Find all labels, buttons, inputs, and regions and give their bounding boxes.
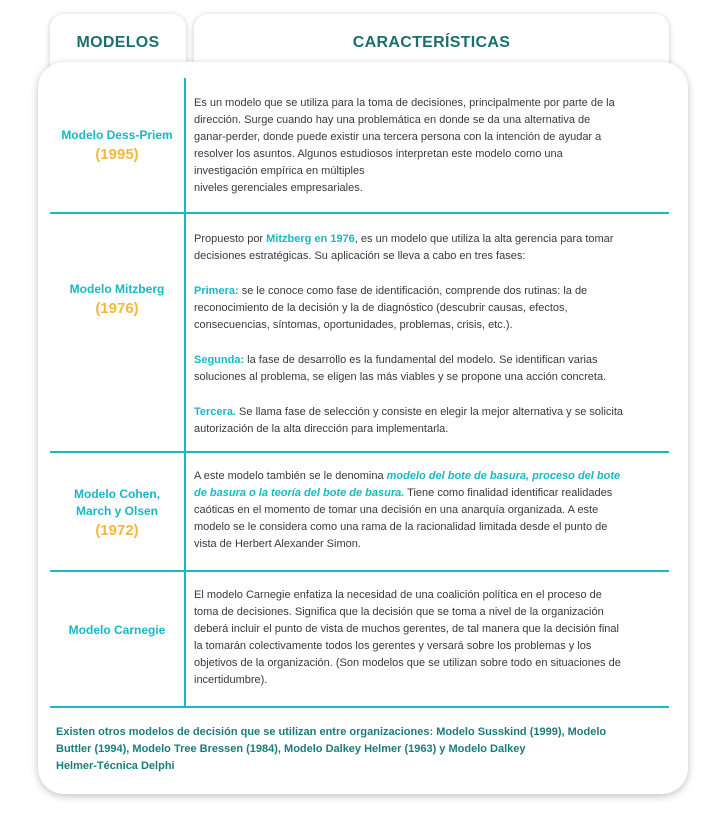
- description-line: vista de Herbert Alexander Simon.: [194, 538, 361, 550]
- description-line: toma de decisiones. Significa que la decisión que se toma a nivel de la organización: [194, 606, 604, 618]
- footer-line: Helmer-Técnica Delphi: [56, 760, 175, 772]
- highlight-term: de basura o la teoría del bote de basura.: [194, 487, 405, 499]
- header-models-label: MODELOS: [76, 34, 160, 51]
- description-line: Es un modelo que se utiliza para la toma de decisiones, principalmente por parte de la: [194, 97, 615, 109]
- model-year: (1995): [95, 146, 139, 163]
- phase-label: Tercera.: [194, 406, 236, 418]
- model-name-carnegie: [50, 622, 184, 639]
- row-divider: [50, 212, 669, 214]
- description-line: deberá incluir el punto de vista de muchos gerentes, de tal manera que la decisión final: [194, 623, 619, 635]
- description-line: la tomarán colectivamente todos los gerentes y versará sobre los problemas y los: [194, 640, 592, 652]
- description-line: de basura o la teoría del bote de basura. Tiene como finalidad identificar realidades: [194, 487, 613, 499]
- model-description-dess-priem: [194, 95, 662, 197]
- model-description-carnegie: [194, 587, 662, 689]
- column-divider: [184, 78, 186, 706]
- model-name-cohen-march-olsen: [50, 486, 184, 541]
- model-year: (1972): [95, 522, 139, 539]
- row-divider: [50, 570, 669, 572]
- highlight-author: Mitzberg en 1976: [266, 233, 355, 245]
- description-line: dirección. Surge cuando hay una problemática en donde se da una alternativa de: [194, 114, 591, 126]
- description-intro: Propuesto por Mitzberg en 1976, es un modelo que utiliza la alta gerencia para tomar decisiones estratégicas. Su aplicación se lleva a cabo en tres fases:: [194, 233, 614, 262]
- description-line: ganar-perder, donde puede existir una tercera persona con la intención de ayudar a: [194, 131, 602, 143]
- phase-first: Primera: se le conoce como fase de identificación, comprende dos rutinas: la de reconocimiento de la decisión y la de diagnóstico (descubrir causas, efectos, consecuencias, síntomas, oportunidades, problemas, crisis, etc.).: [194, 285, 588, 331]
- description-line: A este modelo también se le denomina modelo del bote de basura, proceso del bote: [194, 470, 621, 482]
- description-line: investigación empírica en múltiples: [194, 165, 365, 177]
- model-name-dess-priem: [50, 127, 184, 165]
- model-name-mitzberg: [50, 281, 184, 319]
- highlight-term: modelo del bote de basura, proceso del bote: [386, 470, 621, 482]
- footer-line: Existen otros modelos de decisión que se utilizan entre organizaciones: Modelo Susskind (1999), Modelo: [56, 726, 607, 738]
- phase-third: Tercera. Se llama fase de selección y consiste en elegir la mejor alternativa y se solicita autorización de la alta dirección para implementarla.: [194, 406, 624, 435]
- phase-second: Segunda: la fase de desarrollo es la fundamental del modelo. Se identifican varias soluciones al problema, se eligen las más viables y se propone una acción concreta.: [194, 354, 607, 383]
- description-line: objetivos de la organización. (Son modelos que se utilizan sobre todo en situaciones de: [194, 657, 621, 669]
- model-name-line: Modelo Cohen,: [74, 487, 160, 501]
- model-name: Modelo Carnegie: [68, 623, 166, 637]
- model-name-line: March y Olsen: [75, 504, 159, 518]
- description-line: incertidumbre).: [194, 674, 268, 686]
- description-line: niveles gerenciales empresariales.: [194, 182, 363, 194]
- model-description-cohen: [194, 468, 662, 553]
- model-name: Modelo Mitzberg: [69, 282, 165, 296]
- model-name: Modelo Dess-Priem: [61, 128, 173, 142]
- description-line: caóticas en el momento de tomar una decisión en una anarquía organizada. A este: [194, 504, 599, 516]
- footer-note: [56, 724, 656, 775]
- description-line: resolver los asuntos. Algunos estudiosos interpretan este modelo como una: [194, 148, 563, 160]
- description-line: El modelo Carnegie enfatiza la necesidad de una coalición política en el proceso de: [194, 589, 602, 601]
- phase-label: Primera:: [194, 285, 239, 297]
- phase-label: Segunda:: [194, 354, 245, 366]
- header-features-label: CARACTERÍSTICAS: [352, 34, 511, 51]
- row-divider: [50, 706, 669, 708]
- row-divider: [50, 451, 669, 453]
- footer-line: Buttler (1994), Modelo Tree Bressen (1984), Modelo Dalkey Helmer (1963) y Modelo Dalkey: [56, 743, 526, 755]
- description-line: modelo se le considera como una rama de la racionalidad limitada desde el punto de: [194, 521, 608, 533]
- model-year: (1976): [95, 300, 139, 317]
- model-description-mitzberg: [194, 231, 662, 438]
